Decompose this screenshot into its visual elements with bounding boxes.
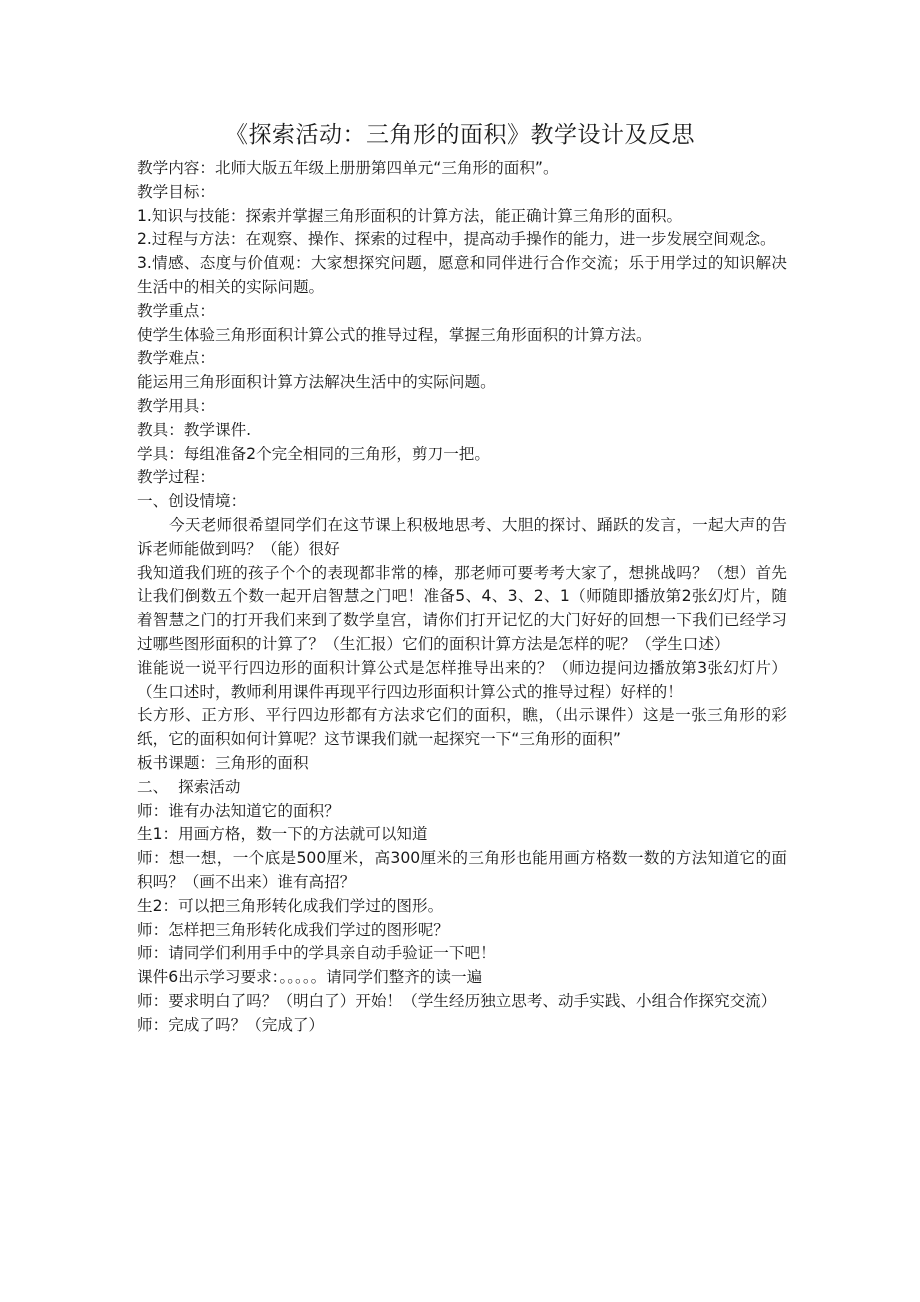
- dialogue-line: 课件6出示学习要求：。。。。。请同学们整齐的读一遍: [137, 968, 483, 987]
- heading-key-points: 教学重点：: [137, 301, 215, 320]
- paragraph-goal-2: 2.过程与方法：在观察、操作、探索的过程中，提高动手操作的能力，进一步发展空间观念。: [137, 230, 776, 249]
- paragraph-student-tools: 学具：每组准备2个完全相同的三角形，剪刀一把。: [137, 444, 490, 463]
- heading-teaching-process: 教学过程：: [137, 468, 215, 487]
- document-title: 《探索活动：三角形的面积》教学设计及反思: [225, 122, 695, 148]
- document-body: [137, 157, 787, 1037]
- heading-section-2: 二、 探索活动: [137, 777, 241, 796]
- paragraph-goal-1: 1.知识与技能：探索并掌握三角形面积的计算方法，能正确计算三角形的面积。: [137, 206, 683, 225]
- paragraph-board-title: 板书课题：三角形的面积: [137, 753, 309, 772]
- dialogue-line: 师：完成了吗？（完成了）: [137, 1015, 325, 1034]
- paragraph-difficulties: 能运用三角形面积计算方法解决生活中的实际问题。: [137, 373, 496, 392]
- dialogue-line: 师：要求明白了吗？（明白了）开始！（学生经历独立思考、动手实践、小组合作探究交流）: [137, 991, 777, 1010]
- dialogue-line: 师：请同学们利用手中的学具亲自动手验证一下吧！: [137, 944, 496, 963]
- heading-section-1: 一、创设情境：: [137, 492, 247, 511]
- paragraph-challenge: 我知道我们班的孩子个个的表现都非常的棒，那老师可要考考大家了，想挑战吗？（想）首先让我们倒数五个数一起开启智慧之门吧！准备5、4、3、2、1（师随即播放第2张幻灯片，随着智慧之门的打开我们来到了数学皇宫，请你们打开记忆的大门好好的回想一下我们已经学习过哪些图形面积的计算了？（生汇报）它们的面积计算方法是怎样的呢？（学生口述）: [137, 563, 787, 653]
- paragraph-teaching-content: 教学内容：北师大版五年级上册册第四单元“三角形的面积”。: [137, 159, 559, 177]
- dialogue-line: 师：谁有办法知道它的面积？: [137, 801, 340, 820]
- dialogue-line: 师：想一想，一个底是500厘米，高300厘米的三角形也能用画方格数一数的方法知道它的面积吗？（画不出来）谁有高招？: [137, 849, 787, 891]
- heading-teaching-tools: 教学用具：: [137, 396, 215, 415]
- heading-teaching-goals: 教学目标：: [137, 182, 215, 201]
- paragraph-parallelogram: 谁能说一说平行四边形的面积计算公式是怎样推导出来的？（师边提问边播放第3张幻灯片）（生口述时，教师利用课件再现平行四边形面积计算公式的推导过程）好样的！: [137, 658, 787, 701]
- paragraph-triangle-question: 长方形、正方形、平行四边形都有方法求它们的面积，瞧，（出示课件）这是一张三角形的彩纸，它的面积如何计算呢？这节课我们就一起探究一下“三角形的面积”: [137, 706, 787, 749]
- heading-difficulties: 教学难点：: [137, 349, 215, 368]
- paragraph-intro: 今天老师很希望同学们在这节课上积极地思考、大胆的探讨、踊跃的发言，一起大声的告诉老师能做到吗？（能）很好: [137, 515, 787, 558]
- paragraph-goal-3: 3.情感、态度与价值观：大家想探究问题，愿意和同伴进行合作交流；乐于用学过的知识解决生活中的相关的实际问题。: [137, 254, 787, 296]
- paragraph-teacher-tools: 教具：教学课件.: [137, 420, 252, 439]
- dialogue-line: 生1：用画方格，数一下的方法就可以知道: [137, 825, 428, 844]
- dialogue-line: 师：怎样把三角形转化成我们学过的图形呢？: [137, 920, 449, 939]
- paragraph-key-points: 使学生体验三角形面积计算公式的推导过程，掌握三角形面积的计算方法。: [137, 325, 652, 344]
- dialogue-line: 生2：可以把三角形转化成我们学过的图形。: [137, 896, 444, 915]
